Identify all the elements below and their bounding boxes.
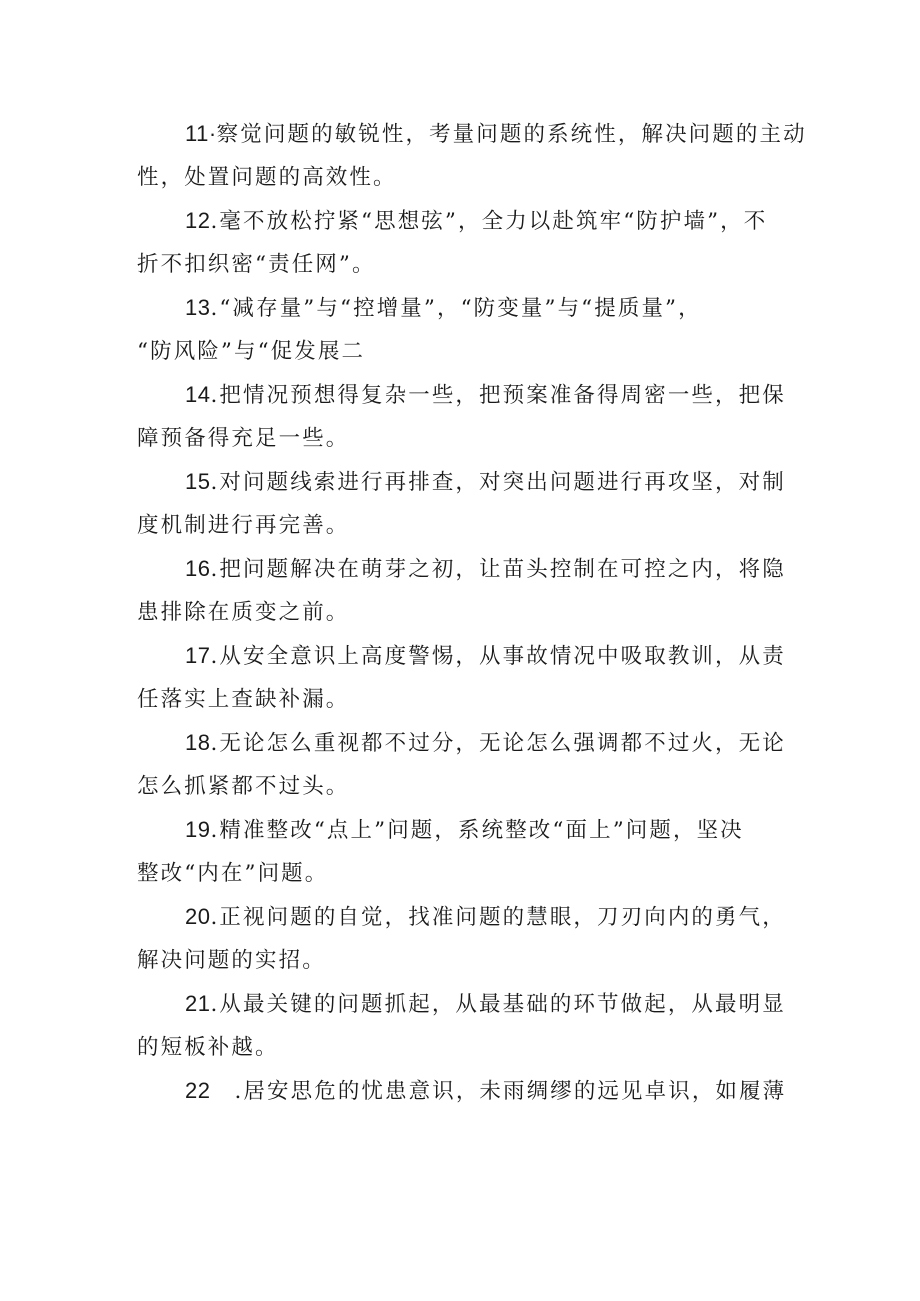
list-item-first-line (137, 373, 793, 417)
document-body (137, 112, 807, 1113)
item-number: 18 (185, 730, 211, 755)
list-item-continuation-line: 整改“内在”问题。 (137, 860, 329, 886)
item-text: .从最关键的问题抓起，从最基础的环节做起，从最明显 (210, 992, 786, 1017)
list-item-continuation-line: “防风险”与“促发展二 (137, 338, 366, 364)
list-item-first-line (137, 460, 793, 504)
item-number: 14 (185, 382, 211, 407)
item-text: .从安全意识上高度警惕，从事故情况中吸取教训，从责 (210, 644, 786, 669)
list-item-continuation-line: 的短板补越。 (137, 1034, 279, 1060)
list-item (137, 895, 793, 982)
list-item-continuation-line: 怎么抓紧都不过头。 (137, 773, 350, 799)
item-text: .居安思危的忧患意识，未雨绸缪的远见卓识，如履薄 (234, 1079, 787, 1104)
item-text: .把情况预想得复杂一些，把预案准备得周密一些，把保 (210, 383, 786, 408)
list-item (137, 808, 793, 895)
list-item-continuation-line: 度机制进行再完善。 (137, 512, 350, 538)
item-number: 12 (185, 208, 211, 233)
item-text: .无论怎么重视都不过分，无论怎么强调都不过火，无论 (210, 731, 786, 756)
list-item (137, 373, 793, 460)
list-item-first-line (137, 721, 793, 765)
list-item (137, 199, 793, 286)
list-item-first-line (137, 547, 793, 591)
item-number: 19 (185, 817, 211, 842)
list-item-continuation-line: 任落实上查缺补漏。 (137, 686, 350, 712)
item-number: 13 (185, 295, 211, 320)
list-item-continuation-line: 折不扣织密“责任网”。 (137, 251, 376, 277)
item-text: .对问题线索进行再排查，对突出问题进行再攻坚，对制 (210, 470, 786, 495)
item-number: 21 (185, 991, 211, 1016)
item-number: 11· (185, 121, 217, 146)
list-item-continuation-line: 障预备得充足一些。 (137, 425, 350, 451)
list-item (137, 1069, 793, 1113)
list-item-first-line (137, 808, 793, 852)
list-item-first-line (137, 286, 793, 330)
item-text: 察觉问题的敏锐性，考量问题的系统性，解决问题的主动 (216, 122, 807, 147)
item-text: .毫不放松拧紧“思想弦”，全力以赴筑牢“防护墙”，不 (210, 209, 768, 234)
list-item (137, 547, 793, 634)
list-item-continuation-line: 性，处置问题的高效性。 (137, 164, 397, 190)
list-item-first-line (137, 895, 793, 939)
list-item-first-line (137, 982, 793, 1026)
list-item-first-line (137, 199, 793, 243)
item-text: .把问题解决在萌芽之初，让苗头控制在可控之内，将隐 (210, 557, 786, 582)
list-item-first-line (137, 112, 807, 156)
list-item (137, 634, 793, 721)
list-item-first-line (137, 634, 793, 678)
list-item (137, 286, 793, 373)
list-item (137, 721, 793, 808)
list-item-continuation-line: 患排除在质变之前。 (137, 599, 350, 625)
item-number: 16 (185, 556, 211, 581)
item-text: .精准整改“点上”问题，系统整改“面上”问题，坚决 (210, 818, 744, 843)
item-number: 17 (185, 643, 211, 668)
item-text: .正视问题的自觉，找准问题的慧眼，刀刃向内的勇气， (210, 905, 786, 930)
list-item-first-line (137, 1069, 793, 1113)
list-item (137, 112, 807, 199)
item-text: .“减存量”与“控增量”，“防变量”与“提质量”， (210, 296, 702, 321)
item-number: 20 (185, 904, 211, 929)
list-item (137, 982, 793, 1069)
item-number: 22 (185, 1078, 211, 1103)
list-item-continuation-line: 解决问题的实招。 (137, 947, 326, 973)
list-item (137, 460, 793, 547)
item-number: 15 (185, 469, 211, 494)
